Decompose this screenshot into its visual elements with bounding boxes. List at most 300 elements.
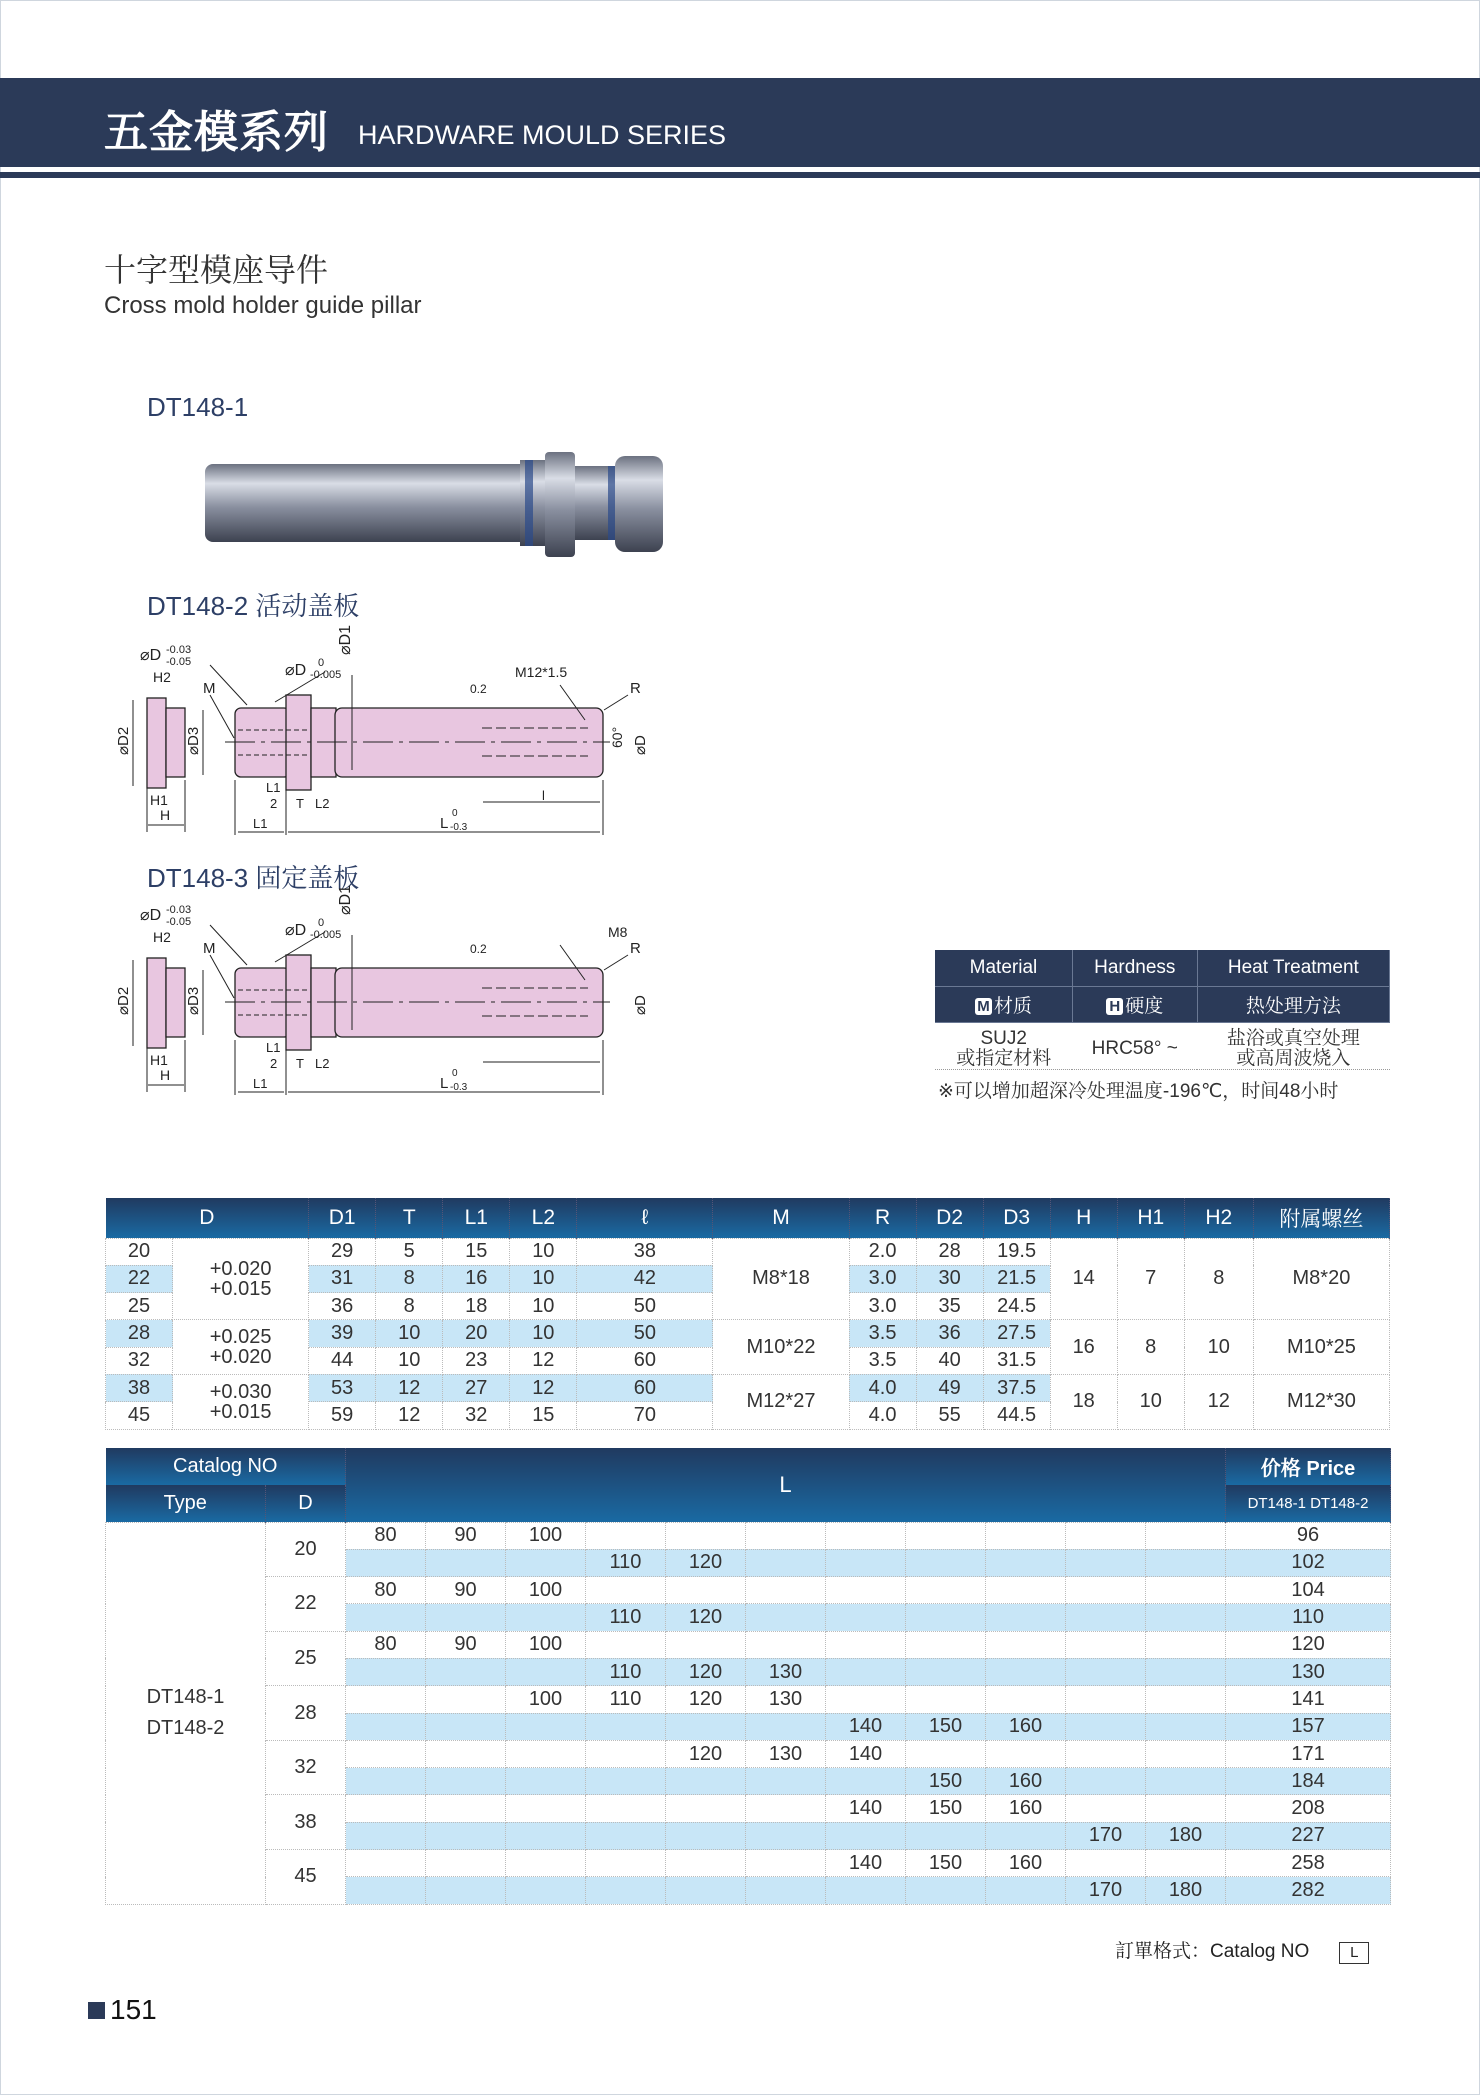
drawing-label: -0.05 — [166, 656, 192, 668]
length-cell — [906, 1877, 986, 1904]
length-cell — [666, 1795, 746, 1822]
d2-cell: 30 — [916, 1265, 983, 1292]
length-cell — [986, 1822, 1066, 1849]
drawing-label: ⌀D — [285, 662, 307, 679]
length-cell — [906, 1604, 986, 1631]
length-cell: 120 — [666, 1604, 746, 1631]
length-cell — [986, 1549, 1066, 1576]
length-cell: 130 — [746, 1658, 826, 1685]
heat-treatment-header: Heat Treatment — [1197, 950, 1389, 986]
diameter-header: D — [266, 1485, 346, 1522]
length-cell — [1066, 1740, 1146, 1767]
d3-cell: 24.5 — [983, 1293, 1050, 1320]
l-cell: 50 — [577, 1293, 713, 1320]
d-cell: 32 — [106, 1347, 173, 1374]
l1-cell: 27 — [443, 1374, 510, 1401]
drawing-label: ⌀D2 — [115, 986, 132, 1015]
tolerance-line: +0.020 — [209, 1346, 272, 1369]
spec-header-5: ℓ — [577, 1198, 713, 1238]
price-header: 价格 Price — [1226, 1448, 1391, 1485]
variant-label-3: DT148-3 固定盖板 — [147, 863, 360, 893]
d3-cell: 31.5 — [983, 1347, 1050, 1374]
material-table — [935, 950, 1390, 1070]
length-cell: 80 — [346, 1522, 426, 1549]
l2-cell: 10 — [510, 1265, 577, 1292]
price-row — [106, 1795, 1391, 1822]
r-cell: 3.0 — [849, 1293, 916, 1320]
drawing-label: -0.05 — [166, 916, 192, 928]
spec-header-3: L1 — [443, 1198, 510, 1238]
tolerance-line: +0.030 — [209, 1380, 272, 1403]
tolerance-cell — [173, 1374, 309, 1429]
length-cell: 80 — [346, 1577, 426, 1604]
length-cell — [746, 1522, 826, 1549]
t-cell: 10 — [376, 1347, 443, 1374]
drawing-label: T — [296, 796, 304, 811]
drawing-label: L — [440, 815, 449, 832]
l1-cell: 18 — [443, 1293, 510, 1320]
variant-label-2: DT148-2 活动盖板 — [147, 591, 360, 621]
drawing-label: ⌀D — [632, 735, 649, 755]
length-cell — [826, 1686, 906, 1713]
length-cell — [586, 1795, 666, 1822]
length-cell: 120 — [666, 1658, 746, 1685]
price-row — [106, 1850, 1391, 1877]
l1-cell: 20 — [443, 1320, 510, 1347]
length-cell — [1146, 1604, 1226, 1631]
l1-cell: 16 — [443, 1265, 510, 1292]
price-cell: 258 — [1226, 1850, 1391, 1877]
price-cell: 208 — [1226, 1795, 1391, 1822]
drawing-label: 60° — [609, 726, 625, 748]
product-title-en: Cross mold holder guide pillar — [104, 292, 422, 319]
price-cell: 227 — [1226, 1822, 1391, 1849]
length-cell — [586, 1740, 666, 1767]
length-cell — [1146, 1768, 1226, 1795]
length-cell — [426, 1768, 506, 1795]
length-cell — [666, 1768, 746, 1795]
header-divider — [0, 172, 1480, 178]
length-cell — [426, 1604, 506, 1631]
length-cell — [746, 1768, 826, 1795]
length-cell — [346, 1740, 426, 1767]
price-row — [106, 1631, 1391, 1658]
drawing-label: -0.3 — [450, 822, 468, 833]
length-cell — [746, 1577, 826, 1604]
h2-cell: 8 — [1184, 1238, 1253, 1320]
length-cell: 180 — [1146, 1877, 1226, 1904]
drawing-label: H1 — [150, 792, 168, 808]
length-cell — [746, 1822, 826, 1849]
drawing-label: ⌀D — [140, 647, 162, 664]
length-cell — [906, 1631, 986, 1658]
length-cell — [346, 1850, 426, 1877]
price-row — [106, 1522, 1391, 1549]
length-cell: 180 — [1146, 1822, 1226, 1849]
l2-cell: 10 — [510, 1293, 577, 1320]
spec-header-13: 附属螺丝 — [1253, 1198, 1389, 1238]
drawing-label: L1 — [266, 780, 281, 795]
length-cell — [346, 1658, 426, 1685]
length-cell — [906, 1522, 986, 1549]
t-cell: 5 — [376, 1238, 443, 1265]
h2-cell: 12 — [1184, 1374, 1253, 1429]
variant-label-1: DT148-1 — [147, 392, 249, 422]
drawing-label: M — [203, 680, 216, 697]
tolerance-line: +0.015 — [209, 1277, 272, 1300]
r-cell: 3.5 — [849, 1320, 916, 1347]
type-name: DT148-2 — [146, 1717, 225, 1740]
diameter-cell: 32 — [266, 1740, 346, 1795]
treatment-note: ※可以增加超深冷处理温度-196℃，时间48小时 — [938, 1081, 1339, 1102]
d1-cell: 31 — [309, 1265, 376, 1292]
length-cell — [826, 1877, 906, 1904]
drawing-label: L1 — [253, 816, 268, 831]
diameter-cell: 25 — [266, 1631, 346, 1686]
price-row — [106, 1577, 1391, 1604]
length-cell — [906, 1658, 986, 1685]
length-cell — [906, 1549, 986, 1576]
l-cell: 42 — [577, 1265, 713, 1292]
drawing-label: ⌀D2 — [115, 726, 132, 755]
length-cell — [426, 1549, 506, 1576]
l2-cell: 12 — [510, 1374, 577, 1401]
d2-cell: 35 — [916, 1293, 983, 1320]
length-cell: 150 — [906, 1768, 986, 1795]
drawing-label: ⌀D — [140, 907, 162, 924]
length-cell: 80 — [346, 1631, 426, 1658]
length-cell — [1146, 1549, 1226, 1576]
price-cell: 110 — [1226, 1604, 1391, 1631]
length-cell — [346, 1686, 426, 1713]
r-cell: 4.0 — [849, 1374, 916, 1401]
m-cell: M8*18 — [713, 1238, 849, 1320]
material-subheader-text: 材质 — [993, 995, 1032, 1017]
type-name: DT148-1 — [146, 1686, 225, 1709]
length-cell — [426, 1822, 506, 1849]
header-title-en: HARDWARE MOULD SERIES — [358, 120, 727, 150]
length-cell: 100 — [506, 1522, 586, 1549]
length-cell — [906, 1577, 986, 1604]
d1-cell: 29 — [309, 1238, 376, 1265]
technical-drawing-dt148-2 — [110, 620, 710, 850]
drawing-label: L — [440, 1075, 449, 1092]
price-cell: 171 — [1226, 1740, 1391, 1767]
length-cell — [746, 1795, 826, 1822]
order-format — [1115, 1936, 1369, 1964]
length-cell: 130 — [746, 1740, 826, 1767]
length-cell — [826, 1658, 906, 1685]
l1-cell: 23 — [443, 1347, 510, 1374]
d2-cell: 28 — [916, 1238, 983, 1265]
l-cell: 60 — [577, 1347, 713, 1374]
length-cell: 140 — [826, 1795, 906, 1822]
length-cell — [1066, 1522, 1146, 1549]
length-cell — [1066, 1658, 1146, 1685]
length-cell — [506, 1850, 586, 1877]
r-cell: 2.0 — [849, 1238, 916, 1265]
catalog-no-header: Catalog NO — [106, 1448, 346, 1485]
length-cell — [986, 1577, 1066, 1604]
length-cell — [506, 1549, 586, 1576]
length-cell: 110 — [586, 1686, 666, 1713]
l2-cell: 15 — [510, 1402, 577, 1429]
drawing-label: H1 — [150, 1052, 168, 1068]
diameter-cell: 38 — [266, 1795, 346, 1850]
length-cell: 120 — [666, 1549, 746, 1576]
drawing-label: L2 — [315, 796, 330, 811]
spec-row — [106, 1238, 1390, 1265]
l-cell: 60 — [577, 1374, 713, 1401]
d1-cell: 39 — [309, 1320, 376, 1347]
price-cell: 130 — [1226, 1658, 1391, 1685]
drawing-label: -0.03 — [166, 644, 192, 656]
length-cell — [426, 1877, 506, 1904]
length-cell — [346, 1768, 426, 1795]
drawing-label: H — [160, 807, 171, 823]
page-number-text: 151 — [110, 1994, 157, 2025]
length-cell — [586, 1713, 666, 1740]
h1-cell: 8 — [1117, 1320, 1184, 1375]
r-cell: 3.5 — [849, 1347, 916, 1374]
length-cell — [666, 1713, 746, 1740]
length-cell — [1066, 1577, 1146, 1604]
length-cell — [826, 1604, 906, 1631]
drawing-label: L1 — [253, 1076, 268, 1091]
hardness-header: Hardness — [1072, 950, 1197, 986]
length-cell — [666, 1522, 746, 1549]
price-row — [106, 1740, 1391, 1767]
t-cell: 8 — [376, 1293, 443, 1320]
drawing-label: 2 — [270, 796, 278, 811]
length-cell — [746, 1631, 826, 1658]
drawing-label: -0.005 — [310, 669, 342, 681]
h1-cell: 7 — [1117, 1238, 1184, 1320]
drawing-label: -0.03 — [166, 904, 192, 916]
length-cell: 150 — [906, 1795, 986, 1822]
drawing-label: R — [630, 940, 641, 957]
technical-drawing-dt148-3 — [110, 880, 710, 1110]
t-cell: 12 — [376, 1374, 443, 1401]
price-subheader: DT148-1 DT148-2 — [1226, 1485, 1391, 1522]
length-cell — [586, 1768, 666, 1795]
drawing-label: -0.3 — [450, 1082, 468, 1093]
spec-table — [105, 1198, 1390, 1430]
d-cell: 20 — [106, 1238, 173, 1265]
drawing-label: H2 — [153, 929, 171, 945]
drawing-label: L1 — [266, 1040, 281, 1055]
hardness-subheader — [1072, 986, 1197, 1022]
length-cell: 150 — [906, 1850, 986, 1877]
heat-subheader: 热处理方法 — [1197, 986, 1389, 1022]
length-cell: 90 — [426, 1522, 506, 1549]
length-cell — [586, 1522, 666, 1549]
m-cell: M10*22 — [713, 1320, 849, 1375]
hardness-badge-icon: H — [1106, 998, 1123, 1015]
screw-cell: M12*30 — [1253, 1374, 1389, 1429]
drawing-label: 0 — [318, 917, 325, 929]
drawing-label: ⌀D3 — [185, 726, 202, 755]
l1-cell: 32 — [443, 1402, 510, 1429]
length-cell — [426, 1686, 506, 1713]
drawing-label: ⌀D1 — [337, 624, 354, 655]
length-cell — [1066, 1631, 1146, 1658]
length-cell — [506, 1658, 586, 1685]
drawing-label: 0.2 — [470, 682, 487, 696]
guide-pillar-photo — [200, 452, 670, 557]
drawing-label: M8 — [608, 924, 628, 940]
d1-cell: 36 — [309, 1293, 376, 1320]
l2-cell: 10 — [510, 1238, 577, 1265]
length-cell — [826, 1631, 906, 1658]
d-cell: 38 — [106, 1374, 173, 1401]
tolerance-line: +0.015 — [209, 1400, 272, 1423]
length-cell — [586, 1631, 666, 1658]
header-title-cn: 五金模系列 — [104, 108, 329, 157]
length-cell — [746, 1877, 826, 1904]
length-cell — [986, 1686, 1066, 1713]
d2-cell: 55 — [916, 1402, 983, 1429]
drawing-label: 0 — [452, 808, 458, 819]
length-cell — [1066, 1850, 1146, 1877]
length-cell — [1146, 1658, 1226, 1685]
price-cell: 104 — [1226, 1577, 1391, 1604]
length-cell — [986, 1522, 1066, 1549]
length-cell — [986, 1631, 1066, 1658]
length-cell — [506, 1713, 586, 1740]
length-cell — [506, 1768, 586, 1795]
length-cell: 150 — [906, 1713, 986, 1740]
length-cell — [986, 1877, 1066, 1904]
tolerance-line: +0.020 — [209, 1257, 272, 1280]
length-cell: 100 — [506, 1686, 586, 1713]
type-cell — [106, 1522, 266, 1904]
length-cell: 160 — [986, 1768, 1066, 1795]
order-format-box: L — [1339, 1942, 1369, 1964]
d3-cell: 27.5 — [983, 1320, 1050, 1347]
spec-header-9: D3 — [983, 1198, 1050, 1238]
diameter-cell: 28 — [266, 1686, 346, 1741]
length-cell — [506, 1604, 586, 1631]
tolerance-cell — [173, 1238, 309, 1320]
length-cell — [1146, 1850, 1226, 1877]
price-cell: 184 — [1226, 1768, 1391, 1795]
length-cell: 140 — [826, 1713, 906, 1740]
length-cell: 140 — [826, 1850, 906, 1877]
drawing-label: ⌀D — [632, 995, 649, 1015]
length-cell — [666, 1850, 746, 1877]
length-cell — [346, 1822, 426, 1849]
length-cell — [506, 1740, 586, 1767]
price-table — [105, 1448, 1391, 1905]
length-cell — [1146, 1522, 1226, 1549]
length-cell — [746, 1850, 826, 1877]
l-cell: 70 — [577, 1402, 713, 1429]
length-cell: 130 — [746, 1686, 826, 1713]
l2-cell: 12 — [510, 1347, 577, 1374]
material-value — [935, 1022, 1072, 1069]
h-cell: 14 — [1050, 1238, 1117, 1320]
length-cell — [346, 1877, 426, 1904]
product-title-cn: 十字型模座导件 — [104, 252, 329, 288]
length-cell — [1146, 1713, 1226, 1740]
length-cell: 110 — [586, 1604, 666, 1631]
length-cell — [1066, 1549, 1146, 1576]
h-cell: 18 — [1050, 1374, 1117, 1429]
length-cell — [1146, 1631, 1226, 1658]
hardness-subheader-text: 硬度 — [1125, 995, 1164, 1017]
d3-cell: 19.5 — [983, 1238, 1050, 1265]
length-cell: 110 — [586, 1549, 666, 1576]
tolerance-line: +0.025 — [209, 1326, 272, 1349]
spec-header-6: M — [713, 1198, 849, 1238]
screw-cell: M10*25 — [1253, 1320, 1389, 1375]
length-cell: 90 — [426, 1577, 506, 1604]
r-cell: 3.0 — [849, 1265, 916, 1292]
length-cell — [426, 1850, 506, 1877]
length-cell — [426, 1795, 506, 1822]
drawing-label: -0.005 — [310, 929, 342, 941]
spec-header-11: H1 — [1117, 1198, 1184, 1238]
l1-cell: 15 — [443, 1238, 510, 1265]
material-badge-icon: M — [975, 998, 992, 1015]
d3-cell: 21.5 — [983, 1265, 1050, 1292]
tolerance-cell — [173, 1320, 309, 1375]
length-cell — [586, 1577, 666, 1604]
length-cell — [906, 1740, 986, 1767]
diameter-cell: 22 — [266, 1577, 346, 1632]
drawing-label: H2 — [153, 669, 171, 685]
length-cell — [1066, 1686, 1146, 1713]
length-cell — [346, 1604, 426, 1631]
header-banner — [0, 78, 1480, 167]
length-cell — [746, 1549, 826, 1576]
length-cell: 90 — [426, 1631, 506, 1658]
length-cell: 100 — [506, 1631, 586, 1658]
spec-row — [106, 1320, 1390, 1347]
price-cell: 157 — [1226, 1713, 1391, 1740]
length-cell — [506, 1822, 586, 1849]
length-cell — [346, 1795, 426, 1822]
d1-cell: 53 — [309, 1374, 376, 1401]
length-cell: 160 — [986, 1850, 1066, 1877]
h1-cell: 10 — [1117, 1374, 1184, 1429]
price-cell: 120 — [1226, 1631, 1391, 1658]
length-cell: 170 — [1066, 1822, 1146, 1849]
order-format-text: 訂單格式：Catalog NO — [1115, 1941, 1310, 1962]
t-cell: 12 — [376, 1402, 443, 1429]
price-cell: 141 — [1226, 1686, 1391, 1713]
hardness-value: HRC58° ~ — [1072, 1022, 1197, 1069]
length-cell — [666, 1877, 746, 1904]
spec-header-1: D1 — [309, 1198, 376, 1238]
d2-cell: 36 — [916, 1320, 983, 1347]
length-cell — [986, 1658, 1066, 1685]
length-cell — [426, 1713, 506, 1740]
length-cell — [826, 1768, 906, 1795]
d2-cell: 40 — [916, 1347, 983, 1374]
drawing-label: 0 — [318, 657, 325, 669]
h-cell: 16 — [1050, 1320, 1117, 1375]
t-cell: 10 — [376, 1320, 443, 1347]
length-cell — [746, 1604, 826, 1631]
diameter-cell: 45 — [266, 1850, 346, 1905]
drawing-label: R — [630, 680, 641, 697]
drawing-label: 0 — [452, 1068, 458, 1079]
length-cell — [346, 1549, 426, 1576]
length-cell — [826, 1522, 906, 1549]
length-cell — [986, 1740, 1066, 1767]
